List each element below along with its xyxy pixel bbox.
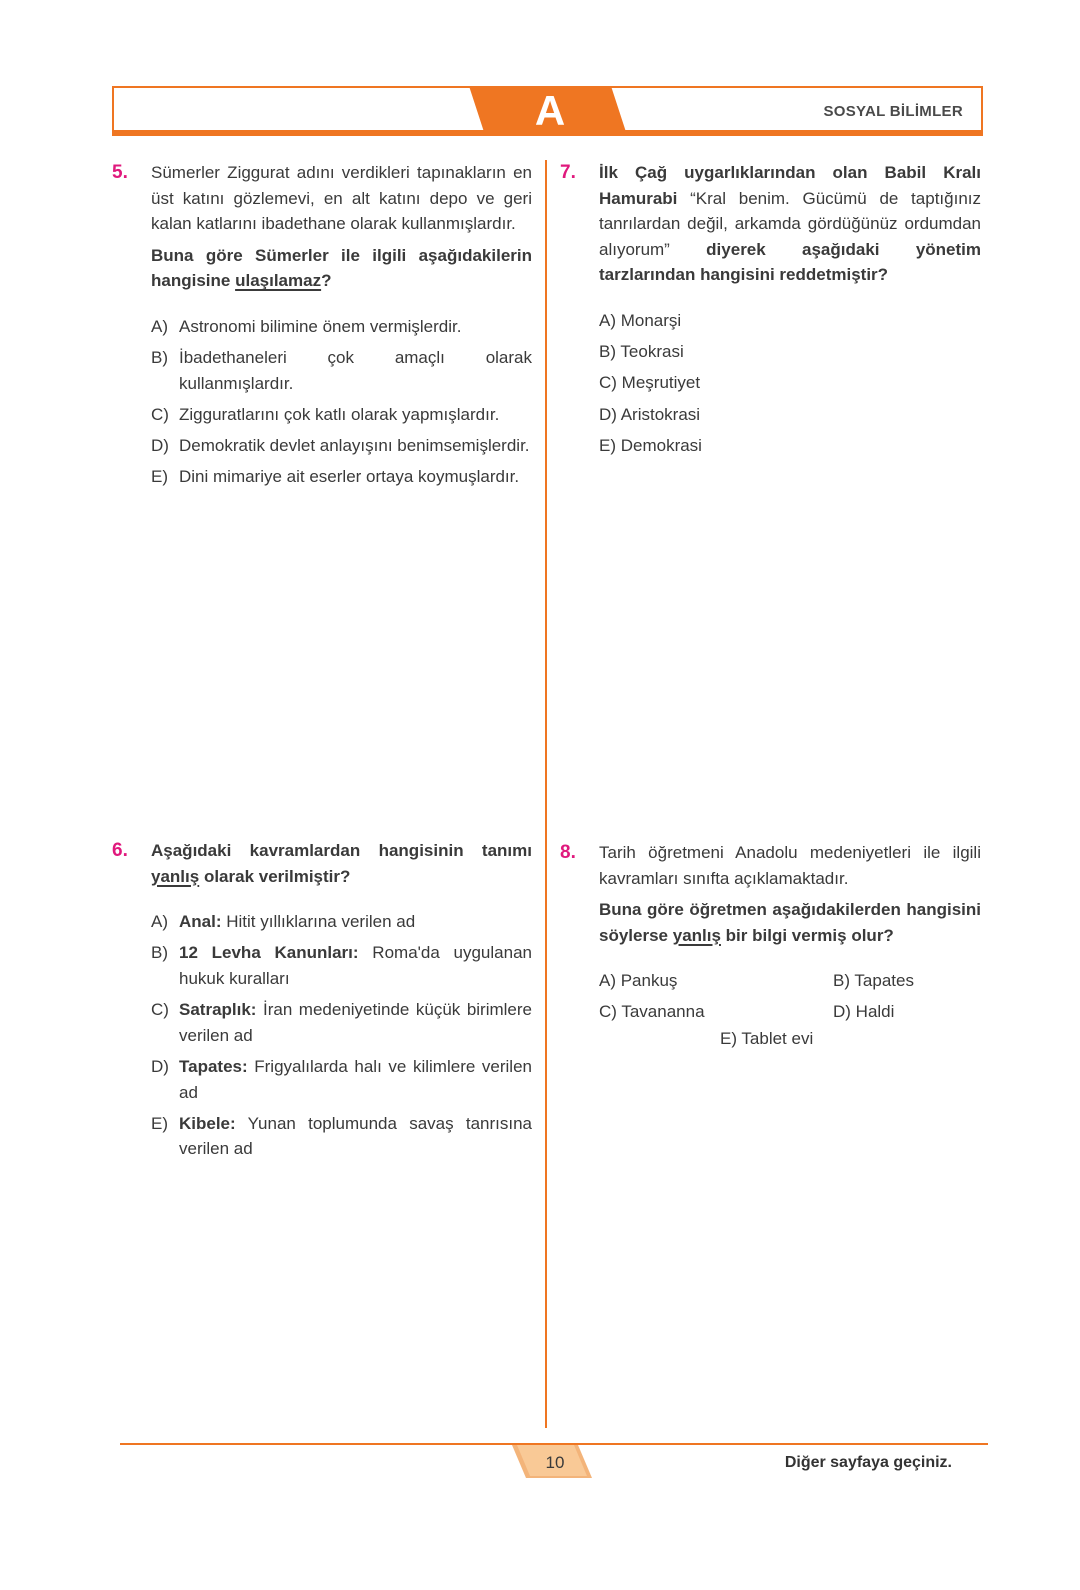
option-d[interactable] [151,1054,532,1105]
question-stem [599,840,981,948]
stem-lead: İlk Çağ uygarlıklarından olan Babil Kralı Hamurabi [599,163,981,208]
stem-quote: “Kral benim. Gücümü de taptığınız tanrılardan değil, arkamda gördüğünüz ordumdan alıyorum” [599,188,981,259]
option-text: Dini mimariye ait eserler ortaya koymuşlardır. [179,467,520,487]
option-letter: B) [151,348,168,368]
question-prompt [151,838,532,889]
option-letter: C) [151,1000,169,1020]
option-text: İran medeniyetinde küçük birimlere verilen ad [179,1000,532,1045]
question-7 [560,160,981,464]
option-b[interactable] [151,345,532,396]
option-letter: D) [151,436,169,456]
option-e[interactable] [151,1111,532,1162]
emphasis-word: yanlış [151,866,200,886]
option-b[interactable] [151,940,532,991]
prompt-text: Buna göre Sümerler ile ilgili aşağıdakilerin hangisine [151,245,532,291]
option-text: Hitit yıllıklarına verilen ad [226,912,416,932]
option-d[interactable]: D) Aristokrasi [599,404,701,424]
option-e[interactable]: E) Demokrasi [599,435,702,455]
question-prompt: diyerek aşağıdaki yönetim tarzlarından hangisini reddetmiştir? [599,239,981,285]
option-b[interactable]: B) Teokrasi [599,342,684,362]
prompt-text: Aşağıdaki kavramlardan hangisinin tanımı [151,841,532,860]
stem-text: Sümerler Ziggurat adını verdikleri tapınakların en üst katını gözlemevi, en alt katını depo ve geri kalan katlarını ibadethane olarak kullanmışlardır. [151,163,532,234]
options-list [599,308,981,458]
option-b[interactable]: B) Tapates [833,971,914,991]
options-list [151,909,532,1162]
question-stem [151,160,532,294]
prompt-end: bir bilgi vermiş olur? [725,925,894,945]
subject-title: SOSYAL BİLİMLER [823,103,963,120]
question-stem [599,160,981,288]
option-text: Frigyalılarda halı ve kilimlere verilen ad [179,1056,532,1102]
question-number: 5. [112,162,128,183]
question-5 [112,160,532,496]
option-letter: E) [151,467,168,487]
question-number: 7. [560,162,576,183]
question-6 [112,838,533,1168]
option-d[interactable] [151,433,532,459]
option-text: Astronomi bilimine önem vermişlerdir. [179,316,462,336]
option-term: Tapates: [179,1056,248,1076]
option-e[interactable] [151,464,532,490]
option-a[interactable]: A) Monarşi [599,310,682,330]
options-grid [599,968,981,1058]
header [112,86,983,136]
options-list [151,314,532,490]
prompt-text: Buna göre öğretmen aşağıdakilerden hangisini söylerse [599,900,981,945]
option-letter: E) [151,1113,168,1133]
option-text: Roma'da uygulanan hukuk kuralları [179,943,532,988]
option-c[interactable] [151,402,532,428]
question-prompt [151,243,532,294]
stem-text [599,160,981,288]
prompt-end: ? [321,271,332,291]
question-number: 6. [112,840,128,861]
option-term: Satraplık: [179,1000,257,1020]
option-letter: C) [151,404,169,424]
option-a[interactable] [151,909,532,935]
option-letter: A) [151,912,168,932]
option-term: 12 Levha Kanunları: [179,943,359,963]
option-text: İbadethaneleri çok amaçlı olarak kullanmışlardır. [179,348,532,393]
option-term: Kibele: [179,1113,236,1133]
emphasis-word: ulaşılamaz [235,271,322,291]
option-c[interactable] [151,997,532,1048]
option-text: Demokratik devlet anlayışını benimsemişlerdir. [179,436,530,456]
option-text: Yunan toplumunda savaş tanrısına verilen ad [179,1113,533,1159]
emphasis-word: yanlış [672,925,721,945]
option-d[interactable]: D) Haldi [833,1002,895,1022]
option-letter: A) [151,316,168,336]
option-e[interactable]: E) Tablet evi [720,1029,814,1049]
option-c[interactable]: C) Tavananna [599,1002,705,1022]
option-letter: B) [151,943,168,963]
option-letter: D) [151,1056,169,1076]
stem-text: Tarih öğretmeni Anadolu medeniyetleri ile ilgili kavramları sınıfta açıklamaktadır. [599,843,981,888]
option-c[interactable]: C) Meşrutiyet [599,373,701,393]
column-divider [545,160,547,1428]
question-8 [560,840,981,1058]
option-a[interactable]: A) Pankuş [599,971,678,991]
option-term: Anal: [179,912,222,932]
prompt-end: olarak verilmiştir? [203,866,351,886]
next-page-note: Diğer sayfaya geçiniz. [784,1454,952,1471]
question-stem [151,838,532,889]
question-number: 8. [560,842,576,863]
question-prompt [599,897,981,948]
page-number: 10 [545,1453,565,1472]
option-a[interactable] [151,314,532,340]
booklet-letter: A [534,87,566,134]
option-text: Zigguratlarını çok katlı olarak yapmışlardır. [179,404,500,424]
